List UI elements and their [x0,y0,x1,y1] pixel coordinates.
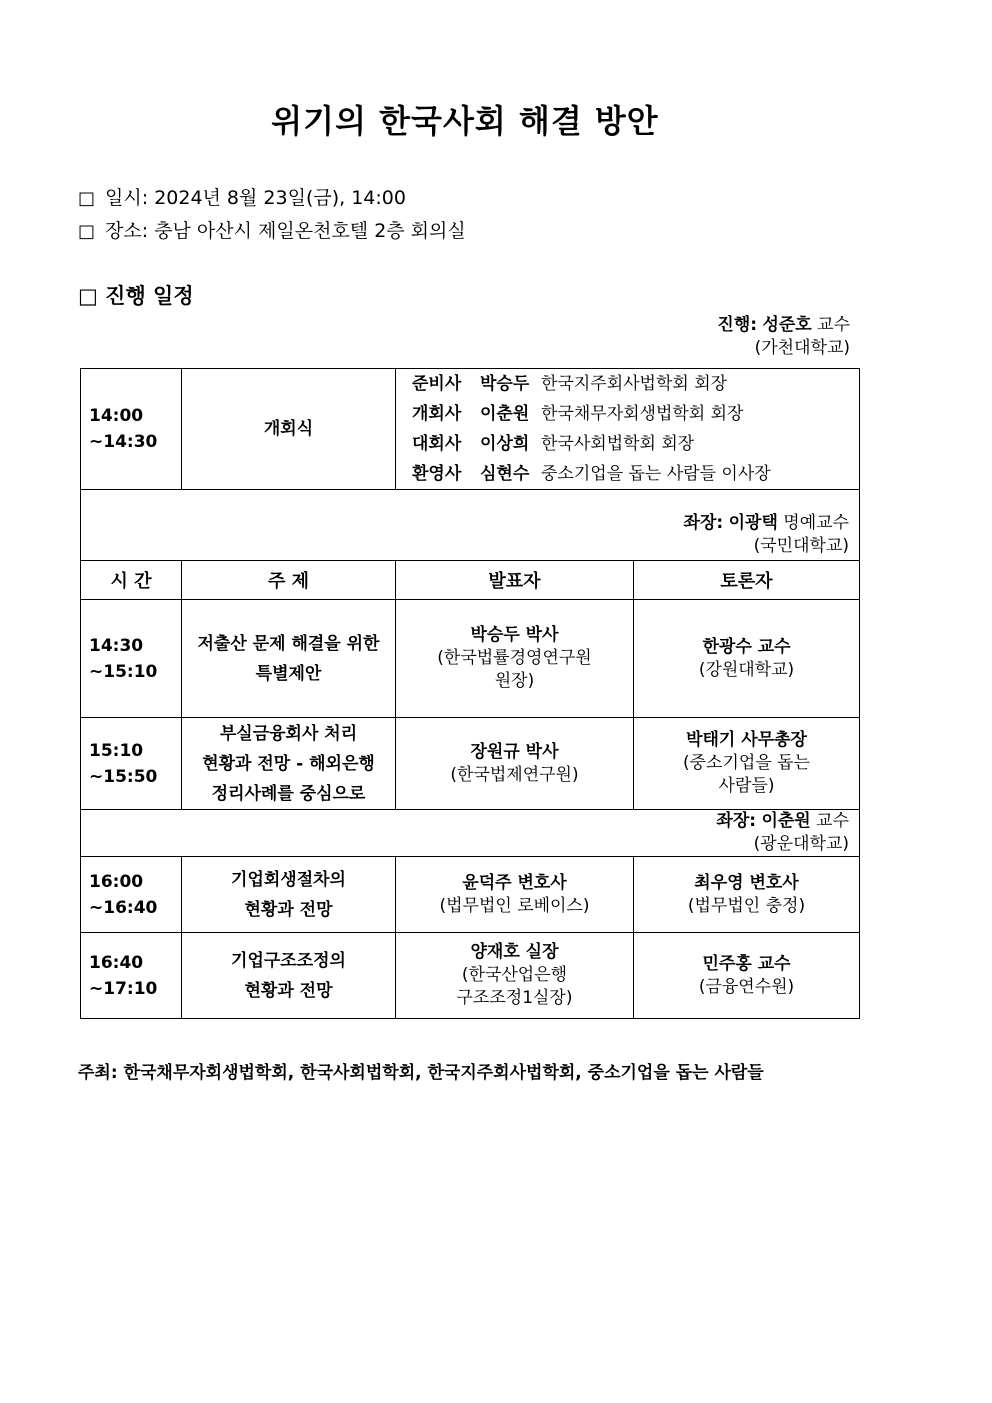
session-row [81,718,860,810]
time-end: ~17:10 [89,978,158,999]
topic-line: 부실금융회사 처리 [219,723,358,744]
panel-affiliation: (법무법인 충정) [687,895,806,916]
speaker-affiliation: (한국법률경영연구원 [437,648,592,668]
chair-title: 명예교수 [783,513,849,533]
session-row [81,600,860,718]
schedule-heading: □ 진행 일정 [78,284,194,308]
place-value: 충남 아산시 제일온천호텔 2층 회의실 [154,220,466,242]
checkbox-square-icon: □ [78,221,96,242]
header-time: 시 간 [81,561,182,600]
opening-desc: 중소기업을 돕는 사람들 이사장 [541,464,771,484]
session-time [81,857,182,933]
date-label: 일시: [105,187,149,209]
session-topic [182,933,396,1019]
date-value: 2024년 8월 23일(금), 14:00 [154,187,406,209]
moderator-name: 성준호 [762,315,812,335]
session-row [81,933,860,1019]
opening-name: 박승두 [480,374,530,394]
session-panel [634,718,860,810]
panel-affiliation: (강원대학교) [698,659,795,680]
session-time [81,933,182,1019]
opening-item [412,399,859,429]
chair-affiliation: (광운대학교) [753,834,849,854]
speaker-name: 장원규 박사 [470,741,559,762]
chair-name: 이춘원 [761,811,811,831]
session-panel [634,600,860,718]
panel-affiliation: 사람들) [718,776,775,796]
chair-row-2 [81,810,860,857]
session-speaker [396,600,634,718]
time-start: 14:00 [89,406,144,426]
opening-role: 환영사 [412,464,462,484]
chair-name: 이광택 [728,513,778,533]
time-end: ~16:40 [89,897,158,918]
panel-affiliation: (금융연수원) [698,976,795,997]
topic-line: 현황과 전망 - 해외은행 [202,753,375,774]
opening-name: 이상희 [480,434,530,454]
time-start: 15:10 [89,740,144,761]
chair-cell [81,810,860,857]
speaker-affiliation: (법무법인 로베이스) [439,895,590,916]
time-start: 14:30 [89,635,144,656]
opening-role: 개회사 [412,404,462,424]
topic-line: 저출산 문제 해결을 위한 [197,633,380,654]
opening-row [81,369,860,490]
time-end: ~15:50 [89,766,158,787]
date-line [78,183,406,210]
topic-line: 기업구조조정의 [231,950,346,971]
panel-name: 민주홍 교수 [702,953,791,974]
opening-name: 이춘원 [480,404,530,424]
time-start: 16:00 [89,871,144,892]
opening-role: 대회사 [412,434,462,454]
session-speaker [396,718,634,810]
session-row [81,857,860,933]
header-speaker: 발표자 [396,561,634,600]
speaker-name: 윤덕주 변호사 [462,872,567,893]
checkbox-square-icon: □ [78,188,96,209]
header-panel: 토론자 [634,561,860,600]
moderator-role: 진행: [717,315,758,335]
opening-item [412,429,859,459]
panel-affiliation: (중소기업을 돕는 [683,753,810,773]
chair-row-1 [81,490,860,561]
session-speaker [396,857,634,933]
session-topic [182,857,396,933]
speaker-affiliation: 구조조정1실장) [456,988,573,1008]
organizers-footer: 주최: 한국채무자회생법학회, 한국사회법학회, 한국지주회사법학회, 중소기업을 돕는 사람들 [78,1063,764,1083]
time-end: ~15:10 [89,661,158,682]
topic-line: 정리사례를 중심으로 [211,783,366,804]
panel-name: 최우영 변호사 [694,872,799,893]
speaker-name: 박승두 박사 [470,625,559,645]
chair-title: 교수 [816,811,849,831]
speaker-affiliation: (한국법제연구원) [450,764,579,785]
topic-line: 특별제안 [255,663,322,684]
document-title: 위기의 한국사회 해결 방안 [271,102,659,140]
session-panel [634,933,860,1019]
opening-desc: 한국사회법학회 회장 [541,434,695,454]
topic-line: 기업회생절차의 [231,869,346,890]
schedule-table [80,368,860,1019]
panel-name: 한광수 교수 [702,636,791,657]
topic-line: 현황과 전망 [244,980,333,1001]
opening-item [412,369,859,399]
opening-label: 개회식 [182,369,396,490]
chair-role: 좌장: [716,811,757,831]
chair-role: 좌장: [683,513,724,533]
session-topic [182,718,396,810]
place-label: 장소: [105,220,149,242]
table-header [81,561,860,600]
session-topic [182,600,396,718]
opening-time [81,369,182,490]
session-time [81,718,182,810]
main-moderator [717,314,850,360]
chair-cell [81,490,860,561]
chair-affiliation: (국민대학교) [753,536,849,556]
place-line [78,216,466,243]
moderator-affiliation: (가천대학교) [754,338,850,358]
opening-role: 준비사 [412,374,462,394]
session-panel [634,857,860,933]
opening-item [412,459,859,489]
speaker-affiliation: 원장) [494,671,535,691]
topic-line: 현황과 전망 [244,899,333,920]
opening-desc: 한국채무자회생법학회 회장 [541,404,744,424]
speaker-name: 양재호 실장 [470,942,559,962]
session-time [81,600,182,718]
opening-speakers [396,369,860,490]
session-speaker [396,933,634,1019]
time-end: ~14:30 [89,432,158,452]
time-start: 16:40 [89,952,144,973]
header-topic: 주 제 [182,561,396,600]
panel-name: 박태기 사무총장 [686,730,807,750]
moderator-title: 교수 [817,315,850,335]
opening-desc: 한국지주회사법학회 회장 [541,374,728,394]
speaker-affiliation: (한국산업은행 [461,965,568,985]
opening-name: 심현수 [480,464,530,484]
